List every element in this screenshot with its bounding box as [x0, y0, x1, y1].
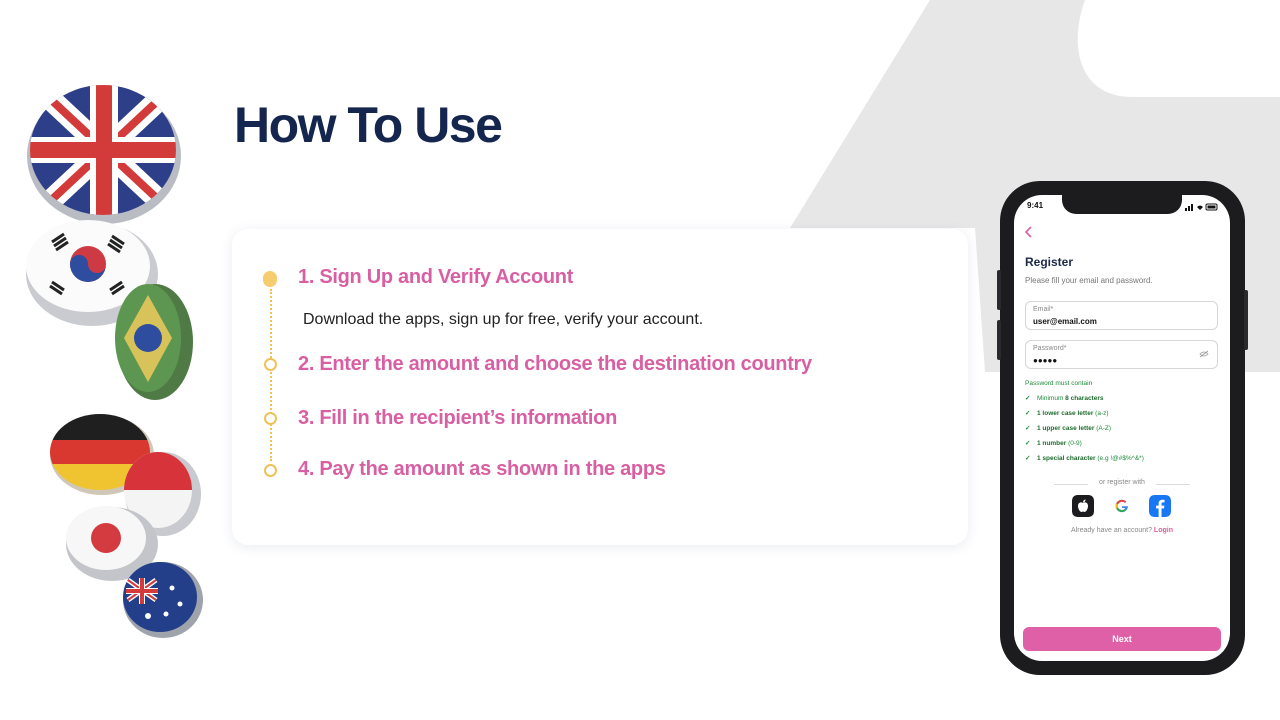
rule-bold: 1 upper case letter	[1037, 425, 1095, 432]
eye-off-icon[interactable]	[1199, 350, 1209, 358]
password-rule	[1025, 439, 1082, 447]
login-prompt-line	[1014, 527, 1230, 534]
check-icon: ✓	[1025, 410, 1031, 417]
password-field[interactable]	[1025, 340, 1218, 369]
login-prompt: Already have an account?	[1071, 527, 1152, 534]
check-icon: ✓	[1025, 440, 1031, 447]
google-icon[interactable]	[1111, 495, 1133, 517]
check-icon: ✓	[1025, 395, 1031, 402]
phone-power-button	[1244, 290, 1248, 350]
rule-bold: 1 lower case letter	[1037, 410, 1094, 417]
rule-suffix: (0-9)	[1066, 440, 1082, 447]
step-3-title[interactable]: 3. Fill in the recipient’s information	[298, 407, 618, 429]
page-title: How To Use	[234, 97, 502, 153]
email-value: user@email.com	[1033, 317, 1097, 326]
password-rules-heading: Password must contain	[1025, 380, 1093, 387]
email-label: Email*	[1033, 306, 1054, 313]
register-screen	[1014, 195, 1230, 661]
password-value: ●●●●●	[1033, 356, 1058, 365]
login-link[interactable]: Login	[1153, 527, 1173, 534]
timeline-dot	[264, 412, 277, 425]
password-label: Password*	[1033, 345, 1067, 352]
steps-card	[232, 229, 968, 545]
phone-side-button	[997, 320, 1001, 360]
password-rule	[1025, 454, 1144, 462]
rule-suffix: (a-z)	[1093, 410, 1109, 417]
or-register-text: or register with	[1099, 479, 1145, 486]
facebook-icon[interactable]	[1149, 495, 1171, 517]
password-rule	[1025, 424, 1111, 432]
timeline-dot-active	[263, 271, 277, 287]
email-field[interactable]	[1025, 301, 1218, 330]
timeline-line	[270, 289, 272, 461]
register-subtitle: Please fill your email and password.	[1025, 276, 1153, 285]
rule-bold: 1 number	[1037, 440, 1067, 447]
status-icons	[1185, 203, 1219, 211]
check-icon: ✓	[1025, 455, 1031, 462]
phone-side-button	[997, 270, 1001, 310]
rule-bold: 1 special character	[1037, 455, 1096, 462]
timeline-dot	[264, 358, 277, 371]
rule-suffix: (A-Z)	[1094, 425, 1112, 432]
step-1-description: Download the apps, sign up for free, verify your account.	[303, 311, 704, 328]
password-rule	[1025, 409, 1109, 417]
status-time: 9:41	[1027, 201, 1044, 210]
phone-notch	[1062, 192, 1182, 214]
next-button[interactable]: Next	[1023, 627, 1221, 651]
password-rule	[1025, 394, 1103, 402]
step-4-title[interactable]: 4. Pay the amount as shown in the apps	[298, 458, 666, 480]
chevron-left-icon[interactable]	[1024, 225, 1034, 239]
register-title: Register	[1025, 255, 1074, 269]
step-1-title[interactable]: 1. Sign Up and Verify Account	[298, 266, 574, 288]
timeline-dot	[264, 464, 277, 477]
rule-prefix: Minimum	[1037, 395, 1066, 402]
rule-bold: 8 characters	[1065, 395, 1104, 402]
rule-suffix: (e.g !@#$%^&*)	[1095, 455, 1144, 462]
step-2-title[interactable]: 2. Enter the amount and choose the destination country	[298, 353, 812, 375]
check-icon: ✓	[1025, 425, 1031, 432]
currency-coins-illustration	[0, 80, 215, 650]
apple-icon[interactable]	[1072, 495, 1094, 517]
